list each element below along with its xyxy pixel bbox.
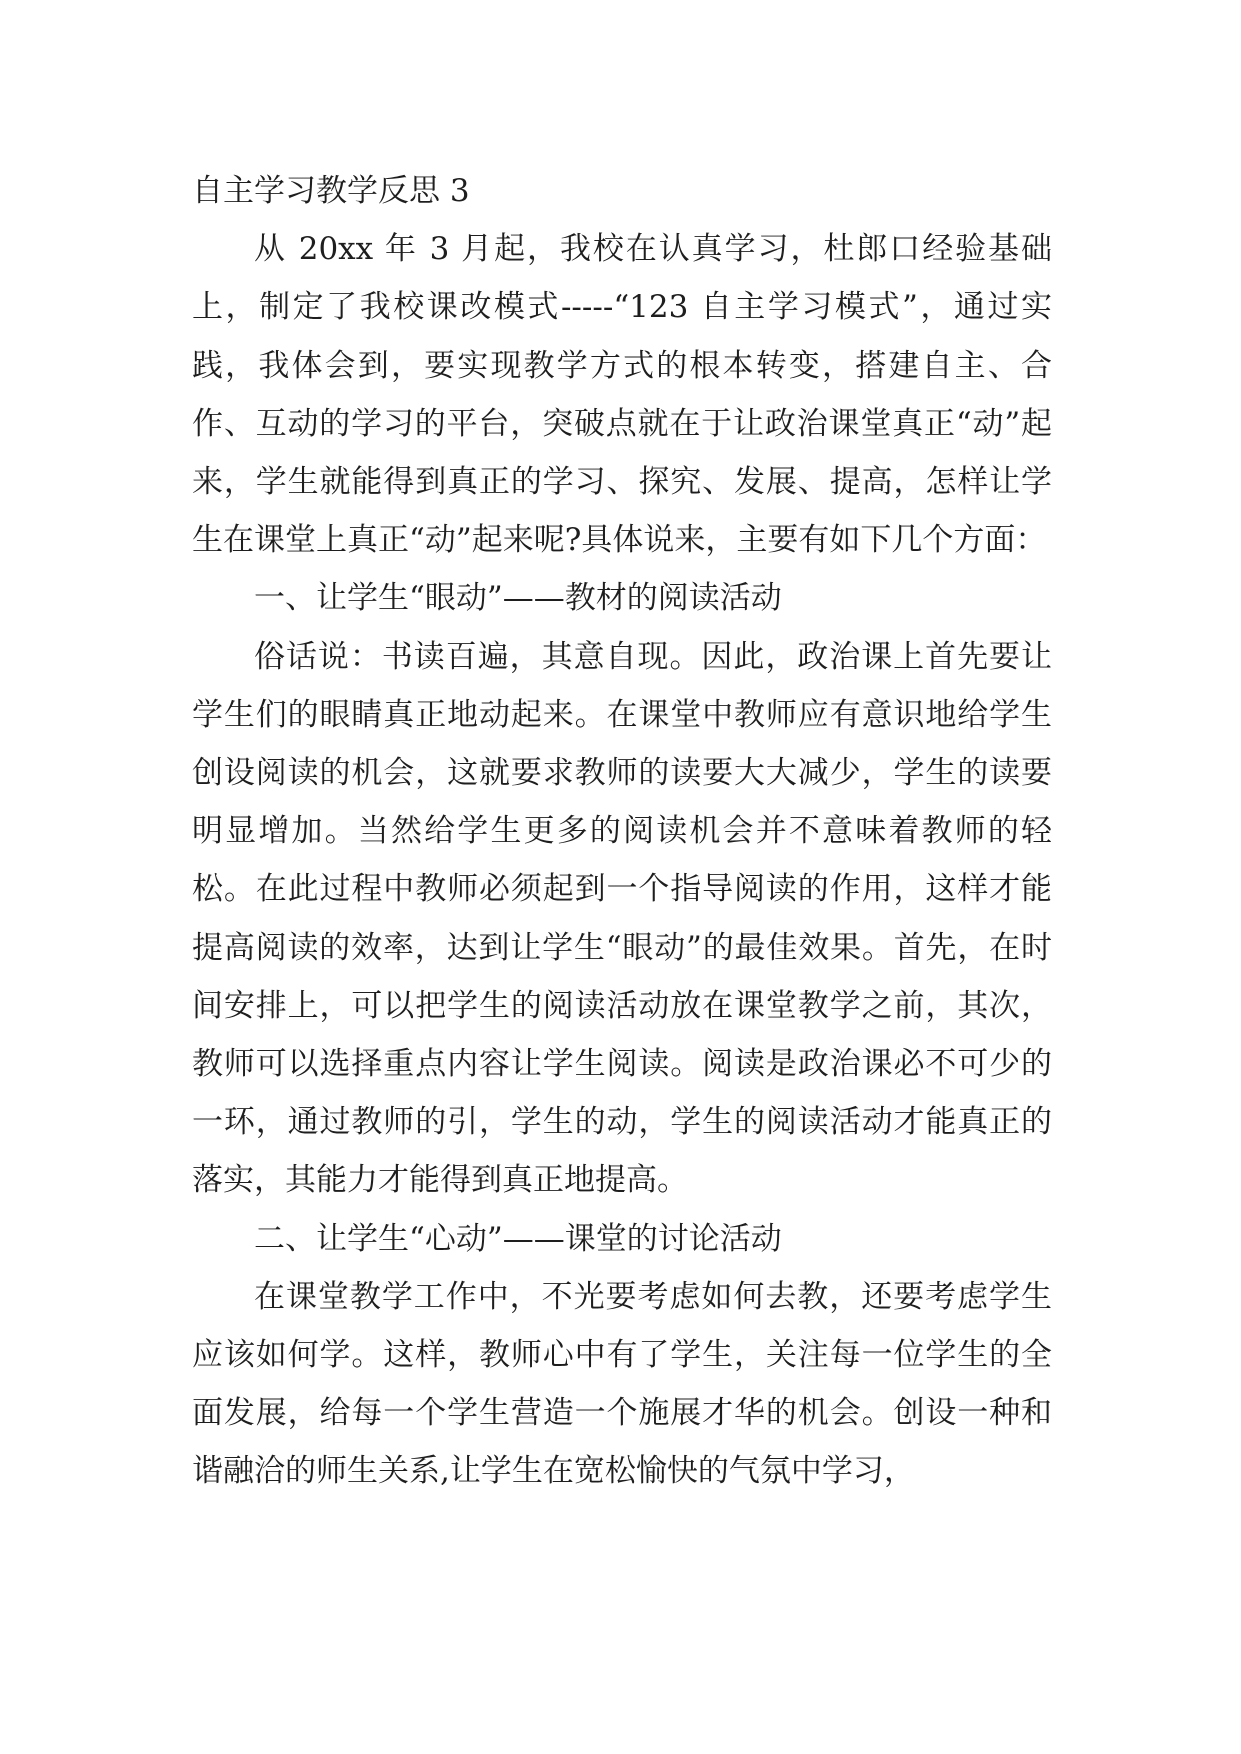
section-heading-2: 二、让学生“心动”——课堂的讨论活动	[254, 1220, 782, 1257]
paragraph-reading: 俗话说：书读百遍，其意自现。因此，政治课上首先要让学生们的眼睛真正地动起来。在课堂中教师应有意识地给学生创设阅读的机会，这就要求教师的读要大大减少，学生的读要明显增加。当然给学生更多的阅读机会并不意味着教师的轻松。在此过程中教师必须起到一个指导阅读的作用，这样才能提高阅读的效率，达到让学生“眼动”的最佳效果。首先，在时间安排上，可以把学生的阅读活动放在课堂教学之前，其次，教师可以选择重点内容让学生阅读。阅读是政治课必不可少的一环，通过教师的引，学生的动，学生的阅读活动才能真正的落实，其能力才能得到真正地提高。	[192, 638, 1052, 1199]
paragraph-intro: 从 20xx 年 3 月起，我校在认真学习，杜郎口经验基础上，制定了我校课改模式-----“123 自主学习模式”，通过实践，我体会到，要实现教学方式的根本转变，搭建自主、合作、互动的学习的平台，突破点就在于让政治课堂真正“动”起来，学生就能得到真正的学习、探究、发展、提高，怎样让学生在课堂上真正“动”起来呢?具体说来，主要有如下几个方面：	[192, 231, 1052, 559]
document-title: 自主学习教学反思 3	[192, 173, 470, 209]
section-heading-1: 一、让学生“眼动”——教材的阅读活动	[254, 580, 782, 617]
document-body	[192, 162, 1052, 1501]
paragraph-discussion: 在课堂教学工作中，不光要考虑如何去教，还要考虑学生应该如何学。这样，教师心中有了学生，关注每一位学生的全面发展，给每一个学生营造一个施展才华的机会。创设一种和谐融洽的师生关系,让学生在宽松愉快的气氛中学习，	[192, 1278, 1052, 1490]
